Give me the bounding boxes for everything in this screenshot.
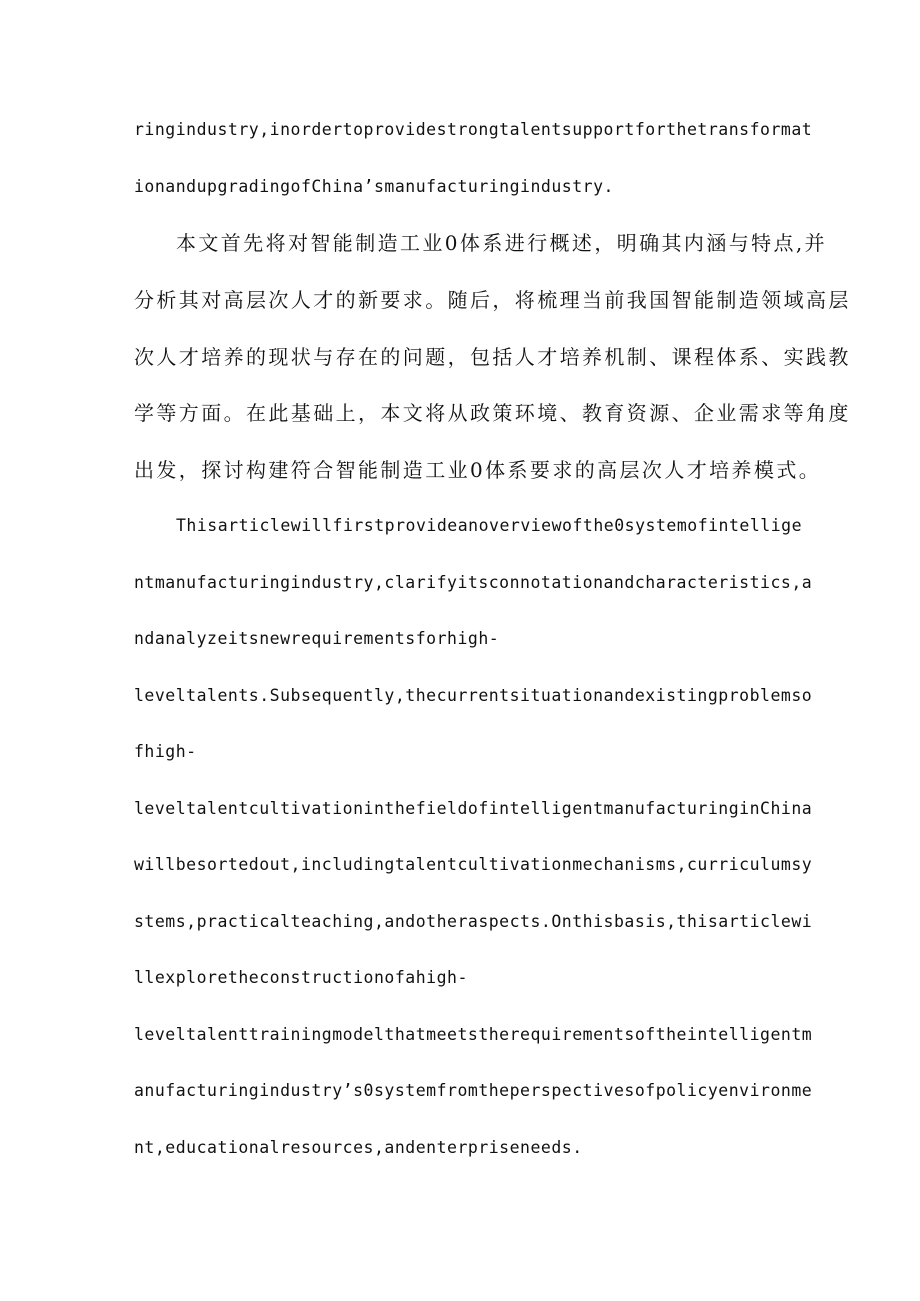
- para3-line-7: willbesortedout,includingtalentcultivationmechanisms,curriculumsy: [134, 855, 813, 874]
- para3-line-11: anufacturingindustry’s0systemfromtheperspectivesofpolicyenvironme: [134, 1081, 813, 1100]
- para3-line-5: fhigh-: [134, 742, 197, 761]
- para3-line-3: ndanalyzeitsnewrequirementsforhigh-: [134, 629, 500, 648]
- para3-line-9: llexploretheconstructionofahigh-: [134, 968, 468, 987]
- para2-line-1: 本文首先将对智能制造工业0体系进行概述，明确其内涵与特点,并: [176, 231, 828, 255]
- para3-line-8: stems,practicalteaching,andotheraspects.Onthisbasis,thisarticlewi: [134, 912, 813, 931]
- para2-line-2: 分析其对高层次人才的新要求。随后，将梳理当前我国智能制造领域高层: [134, 288, 851, 312]
- para3-line-1: Thisarticlewillfirstprovideanoverviewofthe0systemofintellige: [176, 516, 803, 535]
- para2-line-5: 出发，探讨构建符合智能制造工业0体系要求的高层次人才培养模式。: [134, 458, 822, 482]
- para3-line-10: leveltalenttrainingmodelthatmeetstherequirementsoftheintelligentm: [134, 1025, 813, 1044]
- para2-line-3: 次人才培养的现状与存在的问题，包括人才培养机制、课程体系、实践教: [134, 345, 851, 369]
- para2-line-4: 学等方面。在此基础上，本文将从政策环境、教育资源、企业需求等角度: [134, 401, 851, 425]
- para1-line-2: ionandupgradingofChina’smanufacturingindustry.: [134, 177, 614, 196]
- para1-line-1: ringindustry,inordertoprovidestrongtalentsupportforthetransformat: [134, 120, 813, 139]
- para3-line-6: leveltalentcultivationinthefieldofintelligentmanufacturinginChina: [134, 799, 813, 818]
- para3-line-4: leveltalents.Subsequently,thecurrentsituationandexistingproblemso: [134, 686, 813, 705]
- para3-line-12: nt,educationalresources,andenterpriseneeds.: [134, 1138, 583, 1157]
- para3-line-2: ntmanufacturingindustry,clarifyitsconnotationandcharacteristics,a: [134, 573, 813, 592]
